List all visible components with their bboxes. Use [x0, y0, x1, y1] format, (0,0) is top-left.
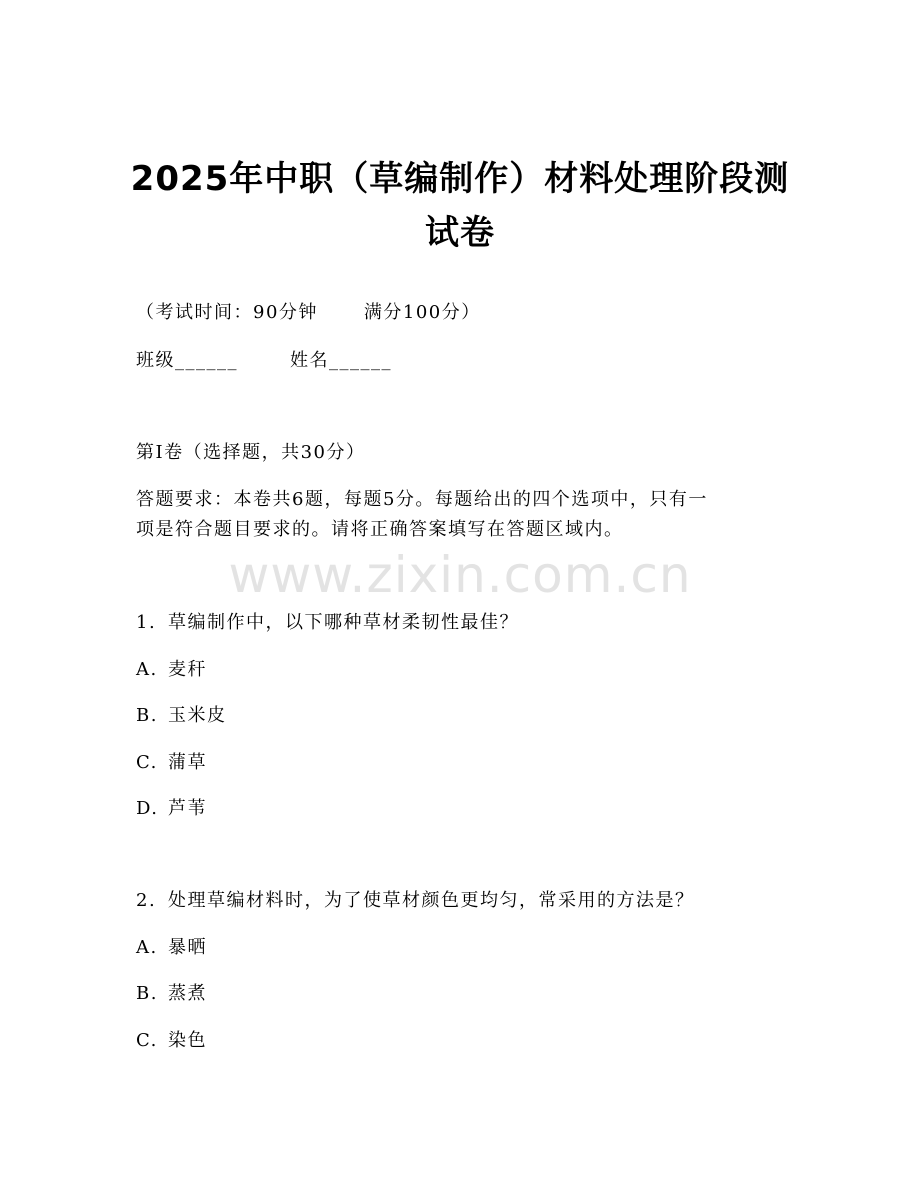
option-letter: C.: [136, 752, 158, 773]
question-2-option-b: [136, 980, 207, 1008]
question-text: 草编制作中，以下哪种草材柔韧性最佳？: [168, 612, 519, 633]
exam-score: 满分100分）: [363, 302, 481, 323]
option-text: 蒸煮: [168, 983, 207, 1004]
question-1: [136, 609, 519, 637]
section-heading: 第I卷（选择题，共30分）: [136, 442, 366, 463]
name-field: 姓名______: [290, 350, 392, 371]
option-text: 暴晒: [168, 937, 207, 958]
question-2: [136, 887, 695, 915]
option-text: 染色: [168, 1030, 207, 1051]
exam-time: （考试时间：90分钟: [136, 302, 318, 323]
instructions-line-1: 答题要求：本卷共6题，每题5分。每题给出的四个选项中，只有一: [136, 489, 708, 510]
question-2-option-a: [136, 934, 207, 962]
question-number: 2.: [136, 890, 157, 911]
question-1-option-c: [136, 749, 207, 777]
option-letter: A.: [136, 937, 158, 958]
question-number: 1.: [136, 612, 157, 633]
class-field: 班级______: [136, 350, 238, 371]
watermark: www.zixin.com.cn: [228, 546, 692, 604]
option-letter: C.: [136, 1030, 158, 1051]
option-text: 蒲草: [168, 752, 207, 773]
option-text: 麦秆: [168, 659, 207, 680]
exam-info: [136, 299, 481, 327]
question-2-option-c: [136, 1027, 207, 1055]
student-fields: [136, 347, 392, 375]
option-text: 芦苇: [168, 798, 207, 819]
option-text: 玉米皮: [168, 705, 227, 726]
question-1-option-d: [136, 795, 207, 823]
option-letter: B.: [136, 983, 158, 1004]
question-1-option-b: [136, 702, 227, 730]
question-1-option-a: [136, 656, 207, 684]
option-letter: B.: [136, 705, 158, 726]
instructions-line-2: 项是符合题目要求的。请将正确答案填写在答题区域内。: [136, 519, 624, 540]
option-letter: D.: [136, 798, 159, 819]
document-title: 2025年中职（草编制作）材料处理阶段测试卷: [130, 159, 790, 253]
question-text: 处理草编材料时，为了使草材颜色更均匀，常采用的方法是？: [168, 890, 695, 911]
option-letter: A.: [136, 659, 158, 680]
